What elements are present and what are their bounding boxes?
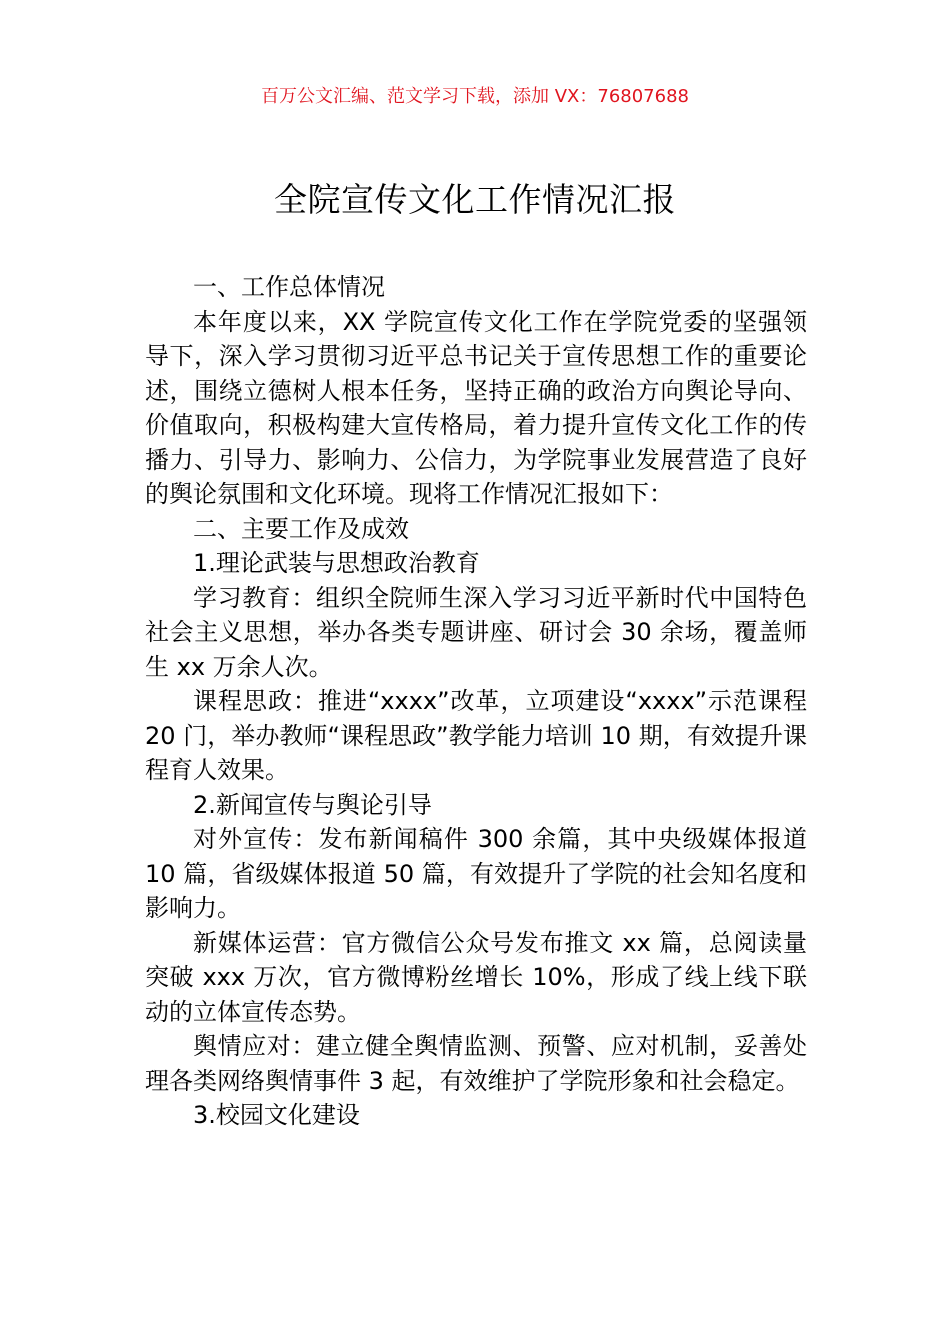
subheading-news-publicity: 2.新闻宣传与舆论引导	[193, 790, 432, 819]
paragraph-public-opinion: 舆情应对：建立健全舆情监测、预警、应对机制，妥善处理各类网络舆情事件 3 起，有效维护了学院形象和社会稳定。	[145, 1032, 807, 1095]
paragraph-overview: 本年度以来，XX 学院宣传文化工作在学院党委的坚强领导下，深入学习贯彻习近平总书记关于宣传思想工作的重要论述，围绕立德树人根本任务，坚持正确的政治方向舆论导向、价值取向，积极构建大宣传格局，着力提升宣传文化工作的传播力、引导力、影响力、公信力，为学院事业发展营造了良好的舆论氛围和文化环境。现将工作情况汇报如下：	[145, 307, 807, 508]
paragraph-external-publicity: 对外宣传：发布新闻稿件 300 余篇，其中央级媒体报道 10 篇，省级媒体报道 50 篇，有效提升了学院的社会知名度和影响力。	[145, 825, 807, 922]
document-body	[145, 270, 807, 1133]
watermark-banner: 百万公文汇编、范文学习下载，添加 VX：76807688	[261, 86, 689, 107]
document-title: 全院宣传文化工作情况汇报	[274, 180, 676, 219]
paragraph-study-education: 学习教育：组织全院师生深入学习习近平新时代中国特色社会主义思想，举办各类专题讲座、研讨会 30 余场，覆盖师生 xx 万余人次。	[145, 583, 807, 681]
subheading-campus-culture: 3.校园文化建设	[193, 1101, 360, 1129]
paragraph-new-media: 新媒体运营：官方微信公众号发布推文 xx 篇，总阅读量突破 xxx 万次，官方微博粉丝增长 10%，形成了线上线下联动的立体宣传态势。	[145, 928, 807, 1026]
paragraph-course-ideology: 课程思政：推进“xxxx”改革，立项建设“xxxx”示范课程 20 门，举办教师“课程思政”教学能力培训 10 期，有效提升课程育人效果。	[145, 687, 807, 784]
section-heading-overview: 一、工作总体情况	[193, 273, 385, 301]
subheading-theory: 1.理论武装与思想政治教育	[193, 549, 480, 577]
section-heading-main-work: 二、主要工作及成效	[193, 514, 409, 543]
